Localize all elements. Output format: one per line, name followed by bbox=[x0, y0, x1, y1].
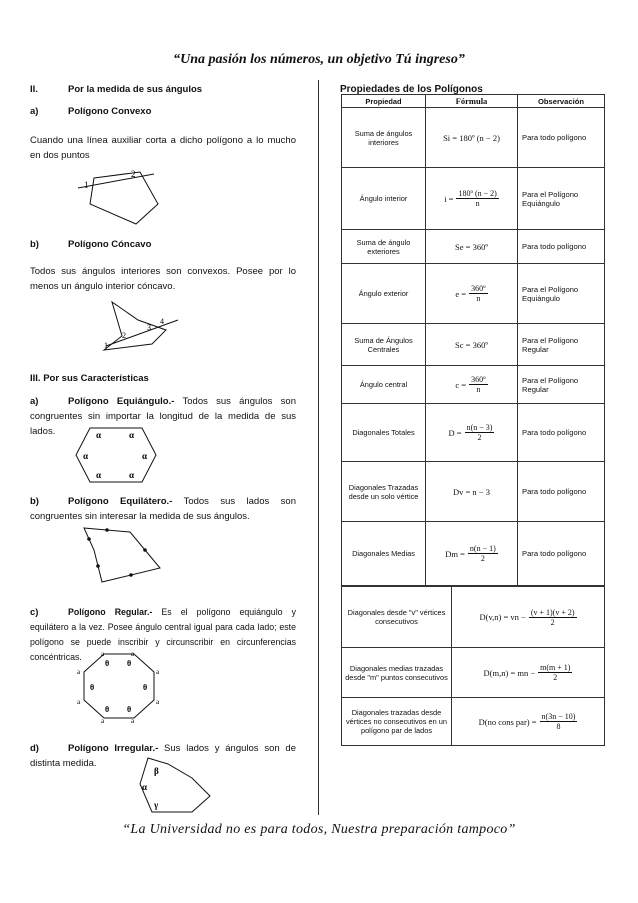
row-observation: Para todo polígono bbox=[522, 242, 587, 251]
row-formula bbox=[452, 587, 604, 647]
side-label-a: a bbox=[131, 650, 135, 658]
side-label-a: a bbox=[156, 698, 160, 706]
side-label-a: a bbox=[101, 717, 105, 724]
equiangular-paragraph bbox=[30, 394, 296, 439]
regular-octagon-figure bbox=[74, 648, 164, 724]
row-formula: Sc = 360º bbox=[426, 324, 518, 365]
row-formula bbox=[426, 522, 518, 585]
row-property: Diagonales Trazadas desde un solo vértice bbox=[342, 462, 426, 521]
page-footer: “La Universidad no es para todos, Nuestra preparación tampoco” bbox=[122, 822, 516, 837]
convex-title: Polígono Convexo bbox=[68, 106, 152, 117]
equilateral-text: Todos sus lados son congruentes sin interesar la medida de sus ángulos. bbox=[30, 496, 296, 522]
concave-polygon bbox=[104, 302, 166, 350]
row-property: Diagonales Totales bbox=[342, 404, 426, 461]
alpha-label: α bbox=[96, 470, 102, 480]
fraction-numerator: 360º bbox=[471, 375, 486, 384]
formula-fraction bbox=[469, 375, 487, 394]
side-label-a: a bbox=[77, 698, 81, 706]
row-formula: Dv = n − 3 bbox=[426, 462, 518, 521]
alpha-label: α bbox=[142, 782, 148, 792]
formula-lhs: Dm = bbox=[445, 548, 465, 559]
equiangular-hexagon-figure bbox=[72, 424, 160, 486]
formula-lhs: i = bbox=[444, 193, 454, 204]
row-observation: Para el Polígono Equiángulo bbox=[522, 189, 579, 208]
irregular-text: Sus lados y ángulos son de distinta medida. bbox=[30, 743, 296, 769]
tick-mark bbox=[143, 548, 147, 552]
beta-label: β bbox=[154, 766, 159, 776]
table-row bbox=[342, 365, 604, 403]
equilateral-polygon-figure bbox=[78, 524, 168, 586]
theta-label: θ bbox=[143, 683, 148, 692]
row-property: Suma de ángulo exteriores bbox=[342, 230, 426, 263]
row-formula bbox=[426, 404, 518, 461]
formula-fraction bbox=[468, 544, 498, 563]
row-property: Ángulo exterior bbox=[342, 264, 426, 323]
page-header: “Una pasión los números, un objetivo Tú ingreso” bbox=[173, 52, 465, 67]
table-row bbox=[342, 323, 604, 365]
alpha-label: α bbox=[96, 430, 102, 440]
row-observation: Para el Polígono Equiángulo bbox=[522, 284, 579, 303]
row-formula bbox=[426, 264, 518, 323]
convex-text: Cuando una línea auxiliar corta a dicho polígono a lo mucho en dos puntos bbox=[30, 135, 296, 161]
row-formula: Se = 360º bbox=[426, 230, 518, 263]
side-label-a: a bbox=[101, 650, 105, 658]
irregular-polygon bbox=[140, 758, 210, 812]
regular-letter: c) bbox=[30, 607, 39, 618]
row-formula bbox=[452, 698, 604, 745]
header-formula: Fórmula bbox=[426, 95, 518, 107]
concave-title: Polígono Cóncavo bbox=[68, 239, 152, 250]
side-label-a: a bbox=[131, 717, 135, 724]
row-observation: Para todo polígono bbox=[522, 549, 587, 558]
equilateral-polygon bbox=[84, 528, 160, 582]
row-formula bbox=[452, 648, 604, 697]
table-row bbox=[342, 229, 604, 263]
concave-label-4: 4 bbox=[160, 317, 164, 326]
section-2-title: Por la medida de sus ángulos bbox=[68, 84, 203, 95]
fraction-numerator: 180º (n − 2) bbox=[458, 189, 497, 198]
fraction-denominator: n bbox=[475, 199, 480, 208]
row-observation: Para todo polígono bbox=[522, 428, 587, 437]
concave-letter: b) bbox=[30, 239, 39, 250]
table-row bbox=[342, 647, 604, 697]
irregular-letter: d) bbox=[30, 743, 39, 754]
section-2-number: II. bbox=[30, 84, 38, 95]
formula-lhs: c = bbox=[455, 379, 467, 390]
concave-label-2: 2 bbox=[122, 331, 126, 340]
formula-lhs: e = bbox=[455, 288, 467, 299]
formula-fraction bbox=[538, 663, 572, 682]
formula-lhs: D = bbox=[448, 427, 462, 438]
row-property: Suma de Ángulos Centrales bbox=[342, 324, 426, 365]
table-row bbox=[342, 461, 604, 521]
fraction-denominator: 2 bbox=[550, 617, 555, 627]
convex-label-1: 1 bbox=[84, 180, 89, 190]
formula-fraction bbox=[529, 608, 577, 627]
fraction-denominator: 2 bbox=[480, 554, 485, 563]
fraction-numerator: n(n − 1) bbox=[469, 544, 496, 553]
table-row bbox=[342, 263, 604, 323]
row-observation: Para el Polígono Regular bbox=[522, 335, 579, 354]
equiangular-text: Todos sus ángulos son congruentes sin importar la longitud de la medida de sus lados. bbox=[30, 396, 296, 437]
row-formula bbox=[426, 366, 518, 403]
header-propiedad: Propiedad bbox=[342, 95, 426, 107]
formula-fraction bbox=[469, 284, 487, 303]
theta-label: θ bbox=[105, 659, 110, 668]
regular-text: Es el polígono equiángulo y equilátero a la vez. Posee ángulo central igual para cada lado; este polígono se puede inscribir y circunscribir en circunferencias concéntricas. bbox=[30, 607, 296, 662]
concave-polygon-figure bbox=[92, 296, 182, 358]
irregular-title: Polígono Irregular.- bbox=[68, 743, 159, 754]
equilateral-title: Polígono Equilátero.- bbox=[68, 496, 173, 507]
fraction-denominator: n bbox=[476, 385, 481, 394]
row-property: Diagonales desde "v" vértices consecutivos bbox=[342, 587, 452, 647]
formula-fraction bbox=[540, 712, 578, 731]
equiangular-title: Polígono Equiángulo.- bbox=[68, 396, 175, 407]
concave-label-1: 1 bbox=[104, 341, 108, 350]
fraction-denominator: 2 bbox=[553, 673, 558, 682]
row-observation: Para todo polígono bbox=[522, 133, 587, 142]
fraction-denominator: 8 bbox=[556, 722, 561, 731]
table-header-row bbox=[342, 95, 604, 107]
header-observacion: Observación bbox=[537, 96, 584, 106]
concave-secant-line bbox=[106, 320, 178, 346]
formula-fraction bbox=[465, 423, 495, 442]
row-property: Suma de ángulos interiores bbox=[342, 108, 426, 167]
convex-letter: a) bbox=[30, 106, 39, 117]
row-formula bbox=[426, 168, 518, 229]
fraction-numerator: n(n − 3) bbox=[466, 423, 493, 432]
column-divider bbox=[318, 80, 319, 815]
tick-mark bbox=[96, 564, 100, 568]
tick-mark bbox=[87, 537, 91, 541]
row-property: Ángulo interior bbox=[342, 168, 426, 229]
formula-lhs: D(no cons par) = bbox=[478, 716, 537, 727]
row-property: Diagonales medias trazadas desde "m" puntos consecutivos bbox=[342, 648, 452, 697]
equiangular-letter: a) bbox=[30, 396, 39, 407]
convex-secant-line bbox=[78, 174, 154, 188]
fraction-denominator: 2 bbox=[477, 433, 482, 442]
fraction-denominator: n bbox=[476, 294, 481, 303]
alpha-label: α bbox=[129, 470, 135, 480]
theta-label: θ bbox=[105, 705, 110, 714]
theta-label: θ bbox=[90, 683, 95, 692]
formula-lhs: D(m,n) = mn − bbox=[483, 667, 536, 678]
theta-label: θ bbox=[127, 659, 132, 668]
fraction-numerator: n(3n − 10) bbox=[541, 712, 576, 721]
table-row bbox=[342, 167, 604, 229]
convex-polygon-figure bbox=[76, 164, 172, 230]
alpha-label: α bbox=[129, 430, 135, 440]
tick-mark bbox=[105, 528, 109, 532]
side-label-a: a bbox=[156, 668, 160, 676]
row-formula: Si = 180º (n − 2) bbox=[426, 108, 518, 167]
concave-text: Todos sus ángulos interiores son convexos. Posee por lo menos un ángulo interior cóncavo. bbox=[30, 266, 296, 292]
regular-title: Polígono Regular.- bbox=[68, 607, 153, 617]
side-label-a: a bbox=[77, 668, 81, 676]
fraction-numerator: m(m + 1) bbox=[540, 663, 571, 672]
row-property: Diagonales Medias bbox=[342, 522, 426, 585]
row-observation: Para todo polígono bbox=[522, 487, 587, 496]
gamma-label: γ bbox=[154, 800, 159, 810]
table-row bbox=[342, 521, 604, 585]
concave-label-3: 3 bbox=[147, 323, 151, 332]
table-row bbox=[342, 697, 604, 745]
properties-title: Propiedades de los Polígonos bbox=[340, 84, 483, 95]
fraction-numerator: 360º bbox=[471, 284, 486, 293]
row-property: Ángulo central bbox=[342, 366, 426, 403]
convex-label-2: 2 bbox=[131, 169, 136, 179]
section-3-title: III. Por sus Características bbox=[30, 373, 149, 384]
properties-table bbox=[341, 94, 605, 746]
formula-lhs: D(v,n) = vn − bbox=[479, 612, 526, 622]
alpha-label: α bbox=[83, 451, 89, 461]
tick-mark bbox=[129, 573, 133, 577]
fraction-numerator: (v + 1)(v + 2) bbox=[530, 607, 575, 617]
theta-label: θ bbox=[127, 705, 132, 714]
row-property: Diagonales trazadas desde vértices no consecutivos en un polígono par de lados bbox=[342, 698, 452, 745]
equilateral-paragraph bbox=[30, 494, 296, 524]
equilateral-letter: b) bbox=[30, 496, 39, 507]
irregular-polygon-figure bbox=[136, 754, 216, 816]
row-observation: Para el Polígono Regular bbox=[522, 375, 579, 394]
table-row bbox=[342, 107, 604, 167]
table-row bbox=[342, 585, 604, 647]
table-row bbox=[342, 403, 604, 461]
alpha-label: α bbox=[142, 451, 148, 461]
formula-fraction bbox=[456, 189, 498, 208]
